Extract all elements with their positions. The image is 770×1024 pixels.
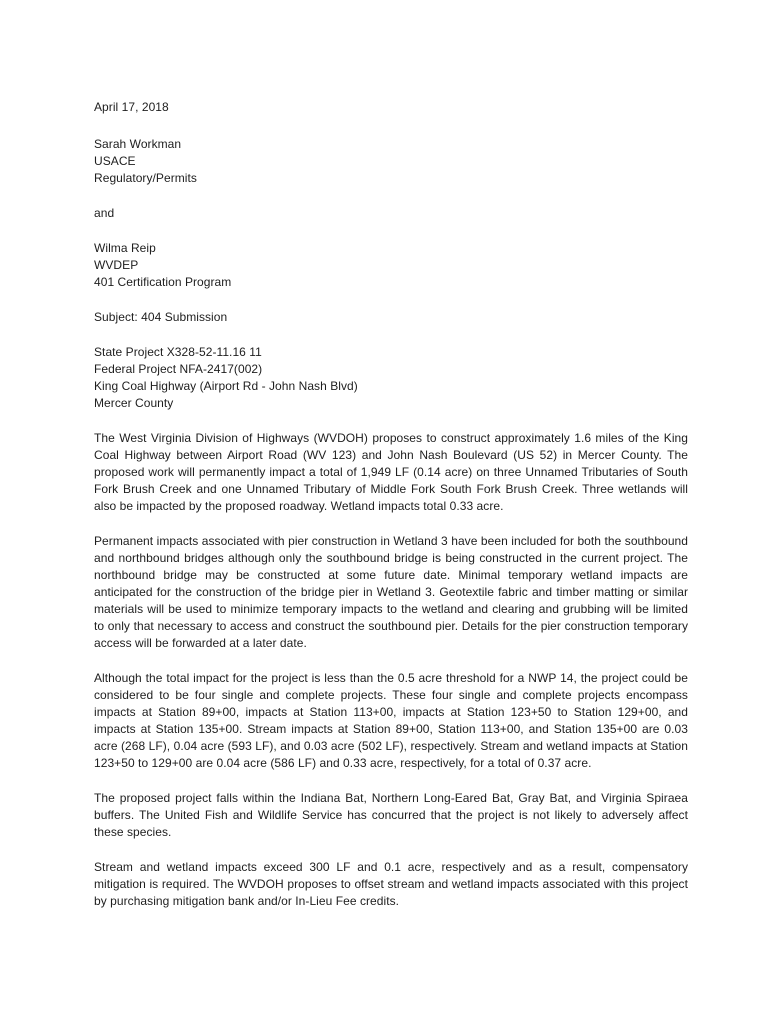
- project-info-block: [94, 344, 688, 412]
- recipient-block-wvdep: [94, 240, 688, 291]
- recipient-organization: WVDEP: [94, 258, 139, 272]
- recipient-name: Wilma Reip: [94, 241, 156, 255]
- paragraph-pier-construction: Permanent impacts associated with pier construction in Wetland 3 have been included for both the southbound and northbound bridges although only the southbound bridge is being constructed in the current project. The northbound bridge may be constructed at some future date. Minimal temporary wetland impacts are anticipated for the construction of the bridge pier in Wetland 3. Geotextile fabric and timber matting or similar materials will be used to minimize temporary impacts to the wetland and clearing and grubbing will be limited to only that necessary to access and construct the southbound pier. Details for the pier construction temporary access will be forwarded at a later date.: [94, 534, 688, 650]
- recipient-name: Sarah Workman: [94, 137, 182, 151]
- conjunction-and: and: [94, 206, 115, 220]
- project-name: King Coal Highway (Airport Rd - John Nash Blvd): [94, 379, 358, 393]
- recipient-organization: USACE: [94, 154, 136, 168]
- federal-project-number: Federal Project NFA-2417(002): [94, 362, 263, 376]
- recipient-department: Regulatory/Permits: [94, 171, 197, 185]
- paragraph-impact-stations: Although the total impact for the project is less than the 0.5 acre threshold for a NWP 14, the project could be considered to be four single and complete projects. These four single and complete projects encompass impacts at Station 89+00, impacts at Station 113+00, impacts at Station 123+50 to Station 129+00, and impacts at Station 135+00. Stream impacts at Station 89+00, Station 113+00, and Station 135+00 are 0.03 acre (268 LF), 0.04 acre (593 LF), and 0.03 acre (502 LF), respectively. Stream and wetland impacts at Station 123+50 to 129+00 are 0.04 acre (586 LF) and 0.33 acre, respectively, for a total of 0.37 acre.: [94, 671, 688, 770]
- paragraph-project-description: The West Virginia Division of Highways (WVDOH) proposes to construct approximately 1.6 miles of the King Coal Highway between Airport Road (WV 123) and John Nash Boulevard (US 52) in Mercer County. The proposed work will permanently impact a total of 1,949 LF (0.14 acre) on three Unnamed Tributaries of South Fork Brush Creek and one Unnamed Tributary of Middle Fork South Fork Brush Creek. Three wetlands will also be impacted by the proposed roadway. Wetland impacts total 0.33 acre.: [94, 431, 688, 513]
- recipient-block-usace: [94, 136, 688, 187]
- state-project-number: State Project X328-52-11.16 11: [94, 345, 262, 359]
- project-county: Mercer County: [94, 396, 174, 410]
- recipient-department: 401 Certification Program: [94, 275, 232, 289]
- subject-line: Subject: 404 Submission: [94, 310, 228, 324]
- paragraph-species-buffers: The proposed project falls within the Indiana Bat, Northern Long-Eared Bat, Gray Bat, and Virginia Spiraea buffers. The United Fish and Wildlife Service has concurred that the project is not likely to adversely affect these species.: [94, 791, 688, 839]
- paragraph-mitigation: Stream and wetland impacts exceed 300 LF and 0.1 acre, respectively and as a result, compensatory mitigation is required. The WVDOH proposes to offset stream and wetland impacts associated with this project by purchasing mitigation bank and/or In-Lieu Fee credits.: [94, 860, 688, 908]
- letter-date: April 17, 2018: [94, 100, 169, 114]
